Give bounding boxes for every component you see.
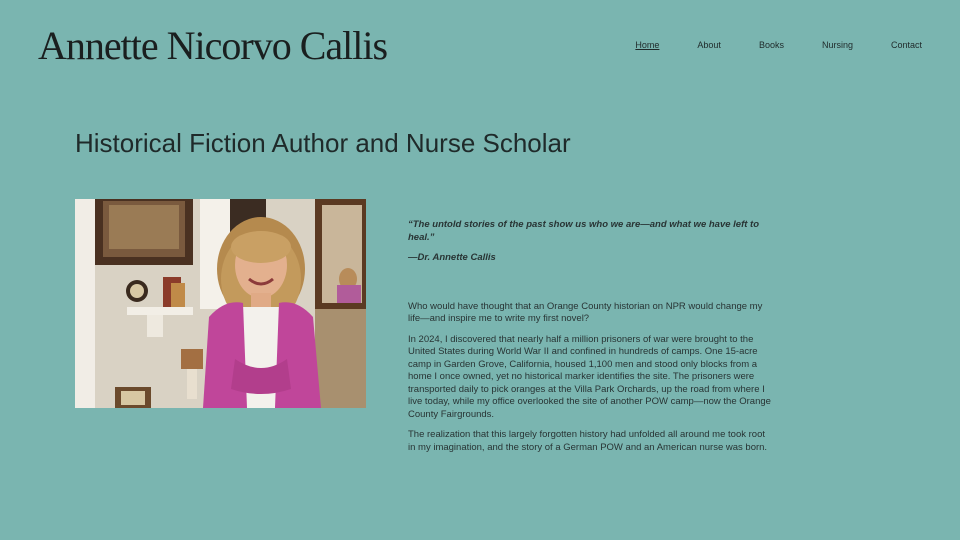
nav-nursing-link[interactable]: Nursing — [821, 40, 853, 50]
nav-books-link[interactable]: Books — [758, 40, 784, 50]
nav-home-link[interactable]: Home — [635, 40, 660, 50]
author-quote: “The untold stories of the past show us who we are—and what we have left to heal.” — [408, 219, 760, 243]
nav-about-link[interactable]: About — [697, 40, 721, 50]
main-nav — [635, 40, 922, 50]
quote-attribution: —Dr. Annette Callis — [408, 252, 496, 263]
nav-contact-link[interactable]: Contact — [890, 40, 922, 50]
intro-paragraph-3: The realization that this largely forgotten history had unfolded all around me took root in my imagination, and the story of a German POW and an American nurse was born. — [408, 429, 768, 453]
author-portrait — [75, 199, 366, 408]
page-heading: Historical Fiction Author and Nurse Scholar — [75, 128, 571, 158]
intro-paragraph-1: Who would have thought that an Orange County historian on NPR would change my life—and inspire me to write my first novel? — [408, 300, 763, 324]
intro-content — [408, 219, 772, 462]
intro-paragraph-2: In 2024, I discovered that nearly half a million prisoners of war were brought to the United States during World War II and confined in hundreds of camps. One 15-acre camp in Garden Grove, California, housed 1,100 men and stood only blocks from a home I once owned, yet no historical marker identifies the site. The prisoners were transported daily to pick oranges at the Villa Park Orchards, up the road from where I live today, while my office overlooked the site of another POW camp—now the Orange County Fairgrounds. — [408, 333, 771, 420]
site-title[interactable]: Annette Nicorvo Callis — [38, 23, 388, 68]
